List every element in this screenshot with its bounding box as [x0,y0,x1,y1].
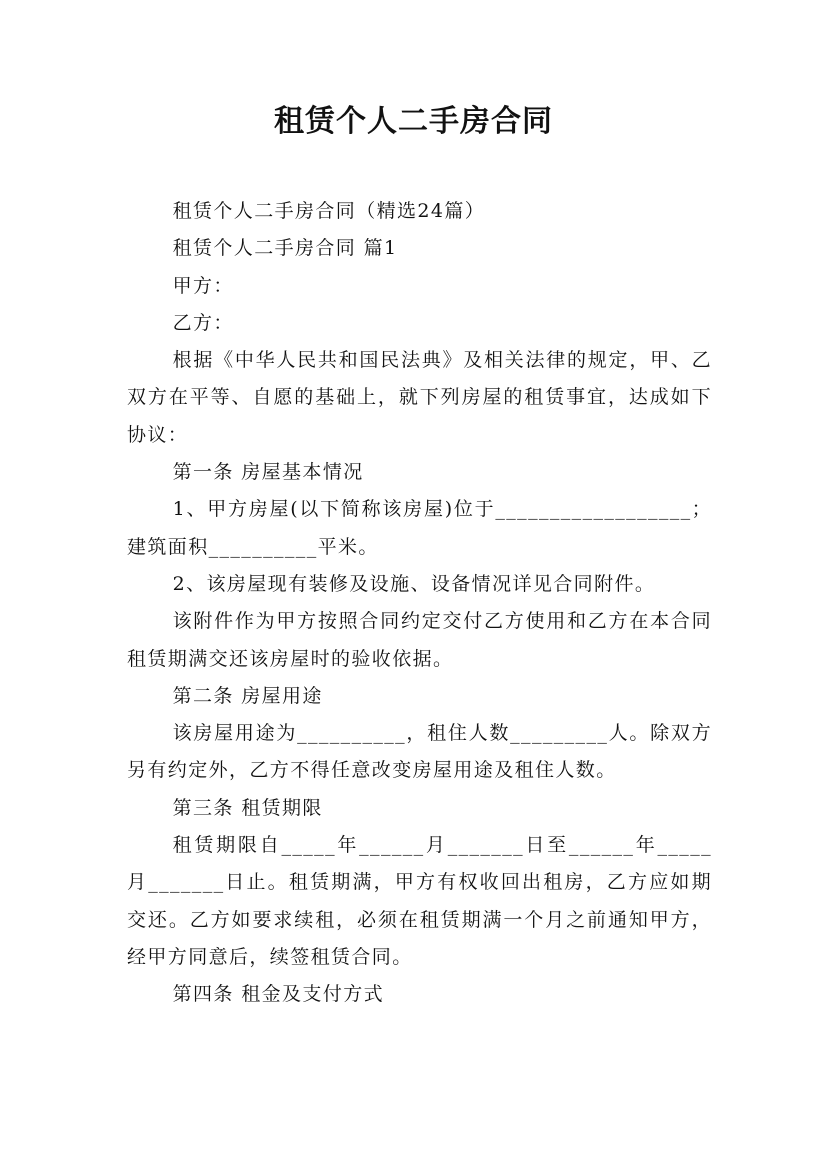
paragraph-article-4-heading: 第四条 租金及支付方式 [172,983,385,1006]
paragraph-article-3-body: 租赁期限自_____年______月_______日至______年_____月_______日止。租赁期满，甲方有权收回出租房，乙方应如期交还。乙方如要求续租，必须在租赁期满一个月之前通知甲方，经甲方同意后，续签租赁合同。 [127,834,712,968]
paragraph-preamble: 根据《中华人民共和国民法典》及相关法律的规定，甲、乙双方在平等、自愿的基础上，就下列房屋的租赁事宜，达成如下协议： [127,349,712,446]
paragraph-article-2-body: 该房屋用途为__________，租住人数_________人。除双方另有约定外，乙方不得任意改变房屋用途及租住人数。 [127,722,712,782]
paragraph-section-heading: 租赁个人二手房合同 篇1 [172,237,398,260]
paragraph-article-1-heading: 第一条 房屋基本情况 [172,461,364,484]
paragraph-article-1-item-1: 1、甲方房屋(以下简称该房屋)位于__________________；建筑面积__________平米。 [127,498,712,558]
document-title: 租赁个人二手房合同 [274,104,553,139]
paragraph-party-b: 乙方： [172,311,234,334]
paragraph-party-a: 甲方： [172,274,234,297]
document-body [127,193,712,1014]
paragraph-article-1-item-2: 2、该房屋现有装修及设施、设备情况详见合同附件。 [172,572,656,595]
paragraph-article-2-heading: 第二条 房屋用途 [172,684,323,707]
paragraph-article-1-annex: 该附件作为甲方按照合同约定交付乙方使用和乙方在本合同租赁期满交还该房屋时的验收依据。 [127,610,712,670]
paragraph-subtitle: 租赁个人二手房合同（精选24篇） [172,200,486,222]
paragraph-article-3-heading: 第三条 租赁期限 [172,796,323,819]
